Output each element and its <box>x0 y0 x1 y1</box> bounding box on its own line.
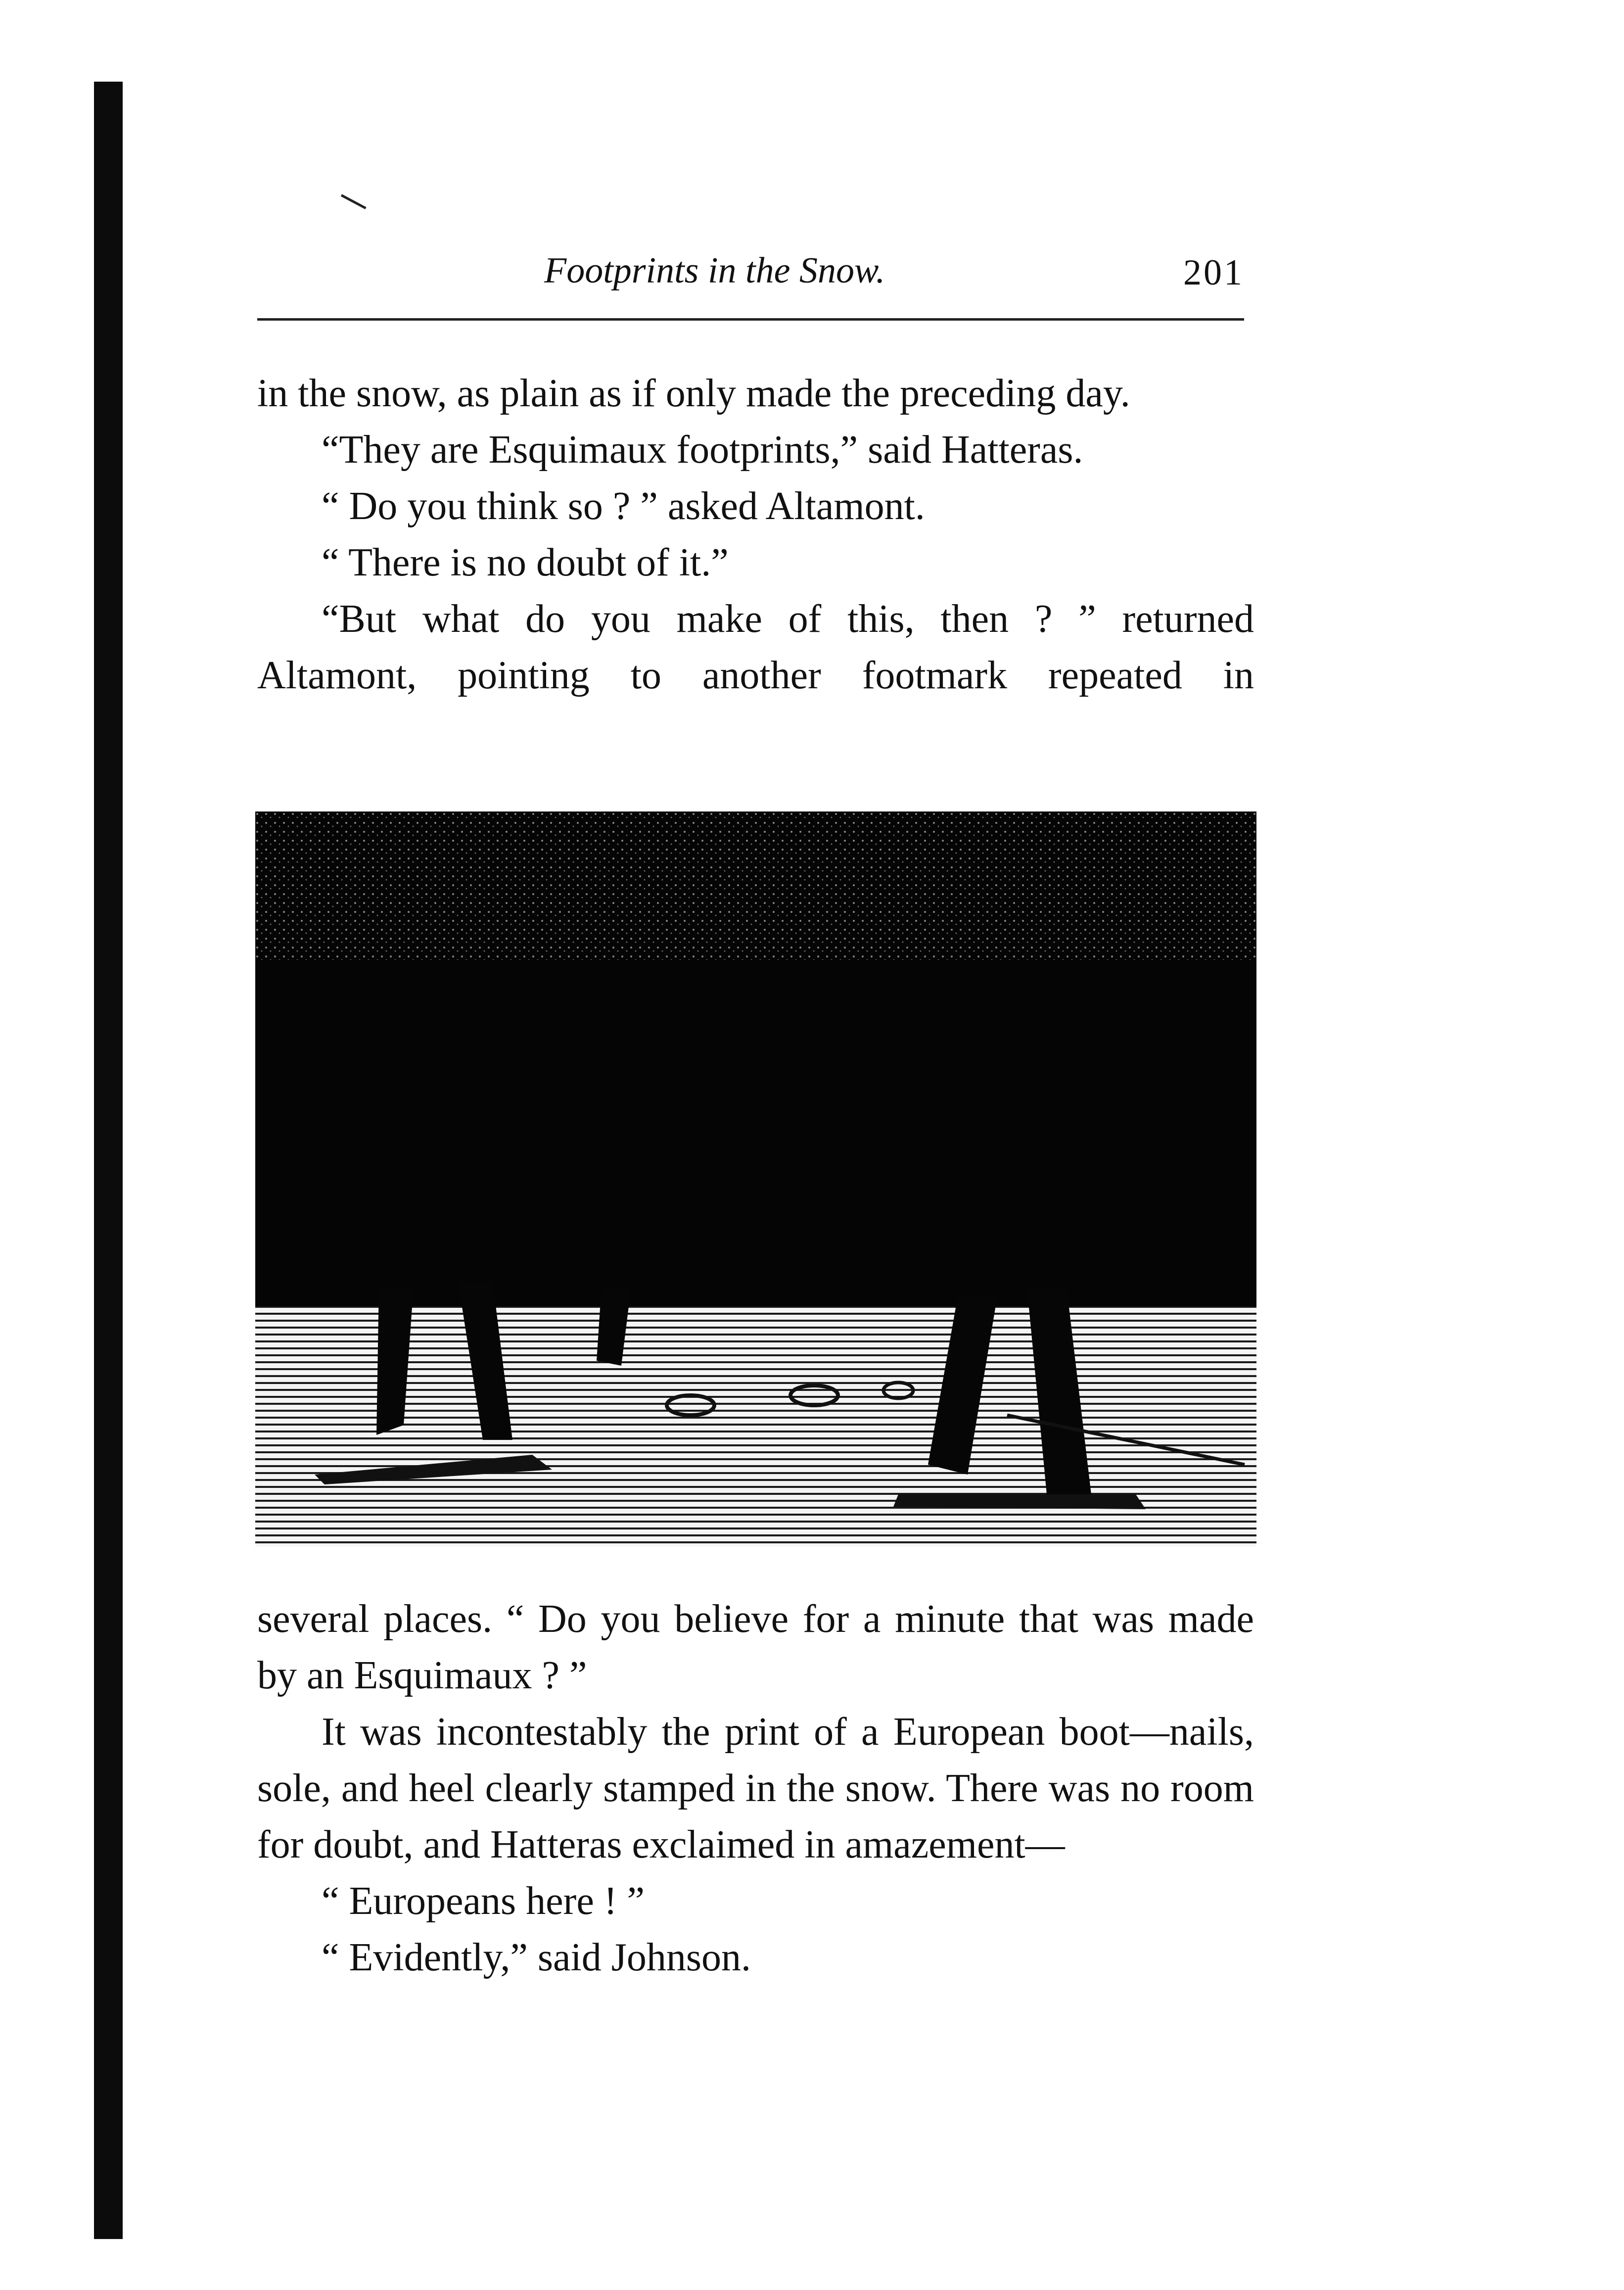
header-rule <box>257 318 1244 321</box>
paragraph: several places. “ Do you believe for a minute that was made by an Esquimaux ? ” <box>257 1597 1254 1697</box>
stray-ink-mark <box>341 194 367 209</box>
paragraph: “ Europeans here ! ” <box>322 1879 645 1923</box>
paragraph: It was incontestably the print of a European boot—nails, sole, and heel clearly stamped in the snow. There was no room for doubt, and Hatteras exclaimed in amazement— <box>257 1710 1254 1866</box>
illustration <box>255 811 1256 1546</box>
text-before-illustration <box>257 365 1254 704</box>
binding-shadow <box>94 82 123 2239</box>
engraving <box>255 811 1256 1546</box>
paragraph: in the snow, as plain as if only made the preceding day. <box>257 372 1130 415</box>
paragraph: “ Do you think so ? ” asked Altamont. <box>322 484 925 528</box>
paragraph: “But what do you make of this, then ? ” returned Altamont, pointing to another footmark repeated in <box>257 597 1254 697</box>
running-title: Footprints in the Snow. <box>544 250 885 291</box>
page-number: 201 <box>1183 252 1244 293</box>
page-header <box>257 250 1244 304</box>
paragraph: “They are Esquimaux footprints,” said Hatteras. <box>322 428 1083 472</box>
paragraph: “ Evidently,” said Johnson. <box>322 1936 751 1979</box>
paragraph: “ There is no doubt of it.” <box>322 541 729 584</box>
text-after-illustration <box>257 1591 1254 1986</box>
